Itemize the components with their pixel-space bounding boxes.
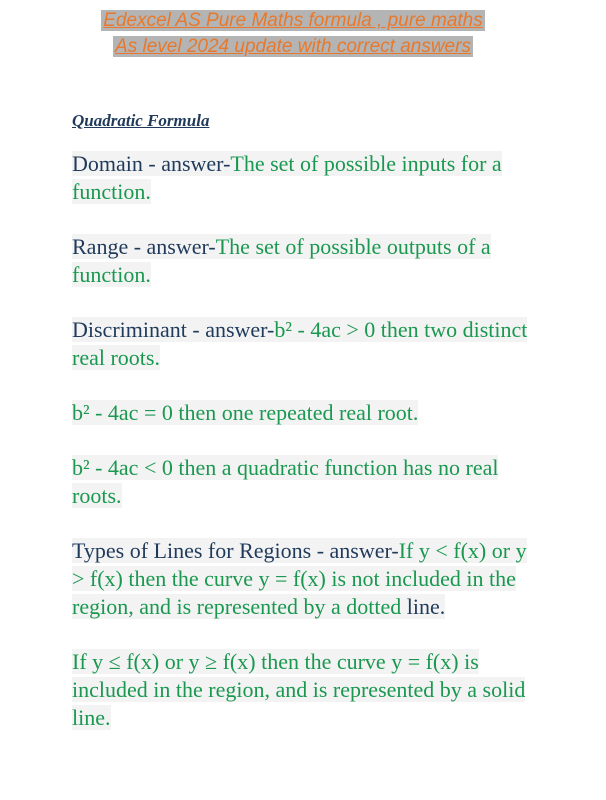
qa-answer: b² - 4ac = 0 then one repeated real root.	[72, 400, 419, 425]
qa-item-range	[72, 233, 542, 289]
qa-term: Discriminant - answer-	[72, 317, 275, 342]
section-heading: Quadratic Formula	[72, 111, 210, 130]
qa-list	[72, 150, 542, 759]
qa-item-region-lines	[72, 537, 542, 621]
qa-item-discriminant	[72, 316, 542, 372]
document-title-text: Edexcel AS Pure Maths formula , pure maths As level 2024 update with correct answers	[103, 10, 483, 57]
qa-term: Types of Lines for Regions - answer-	[72, 538, 399, 563]
qa-answer-end: line.	[406, 594, 446, 619]
qa-term: Range - answer-	[72, 234, 216, 259]
qa-answer: If y ≤ f(x) or y ≥ f(x) then the curve y = f(x) is included in the region, and is represented by a solid line.	[72, 649, 526, 730]
qa-item-solid-line	[72, 648, 542, 732]
qa-term: Domain - answer-	[72, 151, 231, 176]
qa-item-discriminant-zero	[72, 399, 542, 427]
qa-answer: The set of possible outputs of a function.	[72, 234, 491, 287]
qa-answer: If y < f(x) or y > f(x) then the curve y = f(x) is not included in the region, and is represented by a dotted	[72, 538, 527, 619]
qa-answer: b² - 4ac < 0 then a quadratic function has no real roots.	[72, 455, 499, 508]
qa-item-domain	[72, 150, 542, 206]
qa-item-discriminant-negative	[72, 454, 542, 510]
qa-answer: b² - 4ac > 0 then two distinct real roots.	[72, 317, 528, 370]
qa-answer: The set of possible inputs for a function.	[72, 151, 502, 204]
document-title	[100, 8, 486, 60]
